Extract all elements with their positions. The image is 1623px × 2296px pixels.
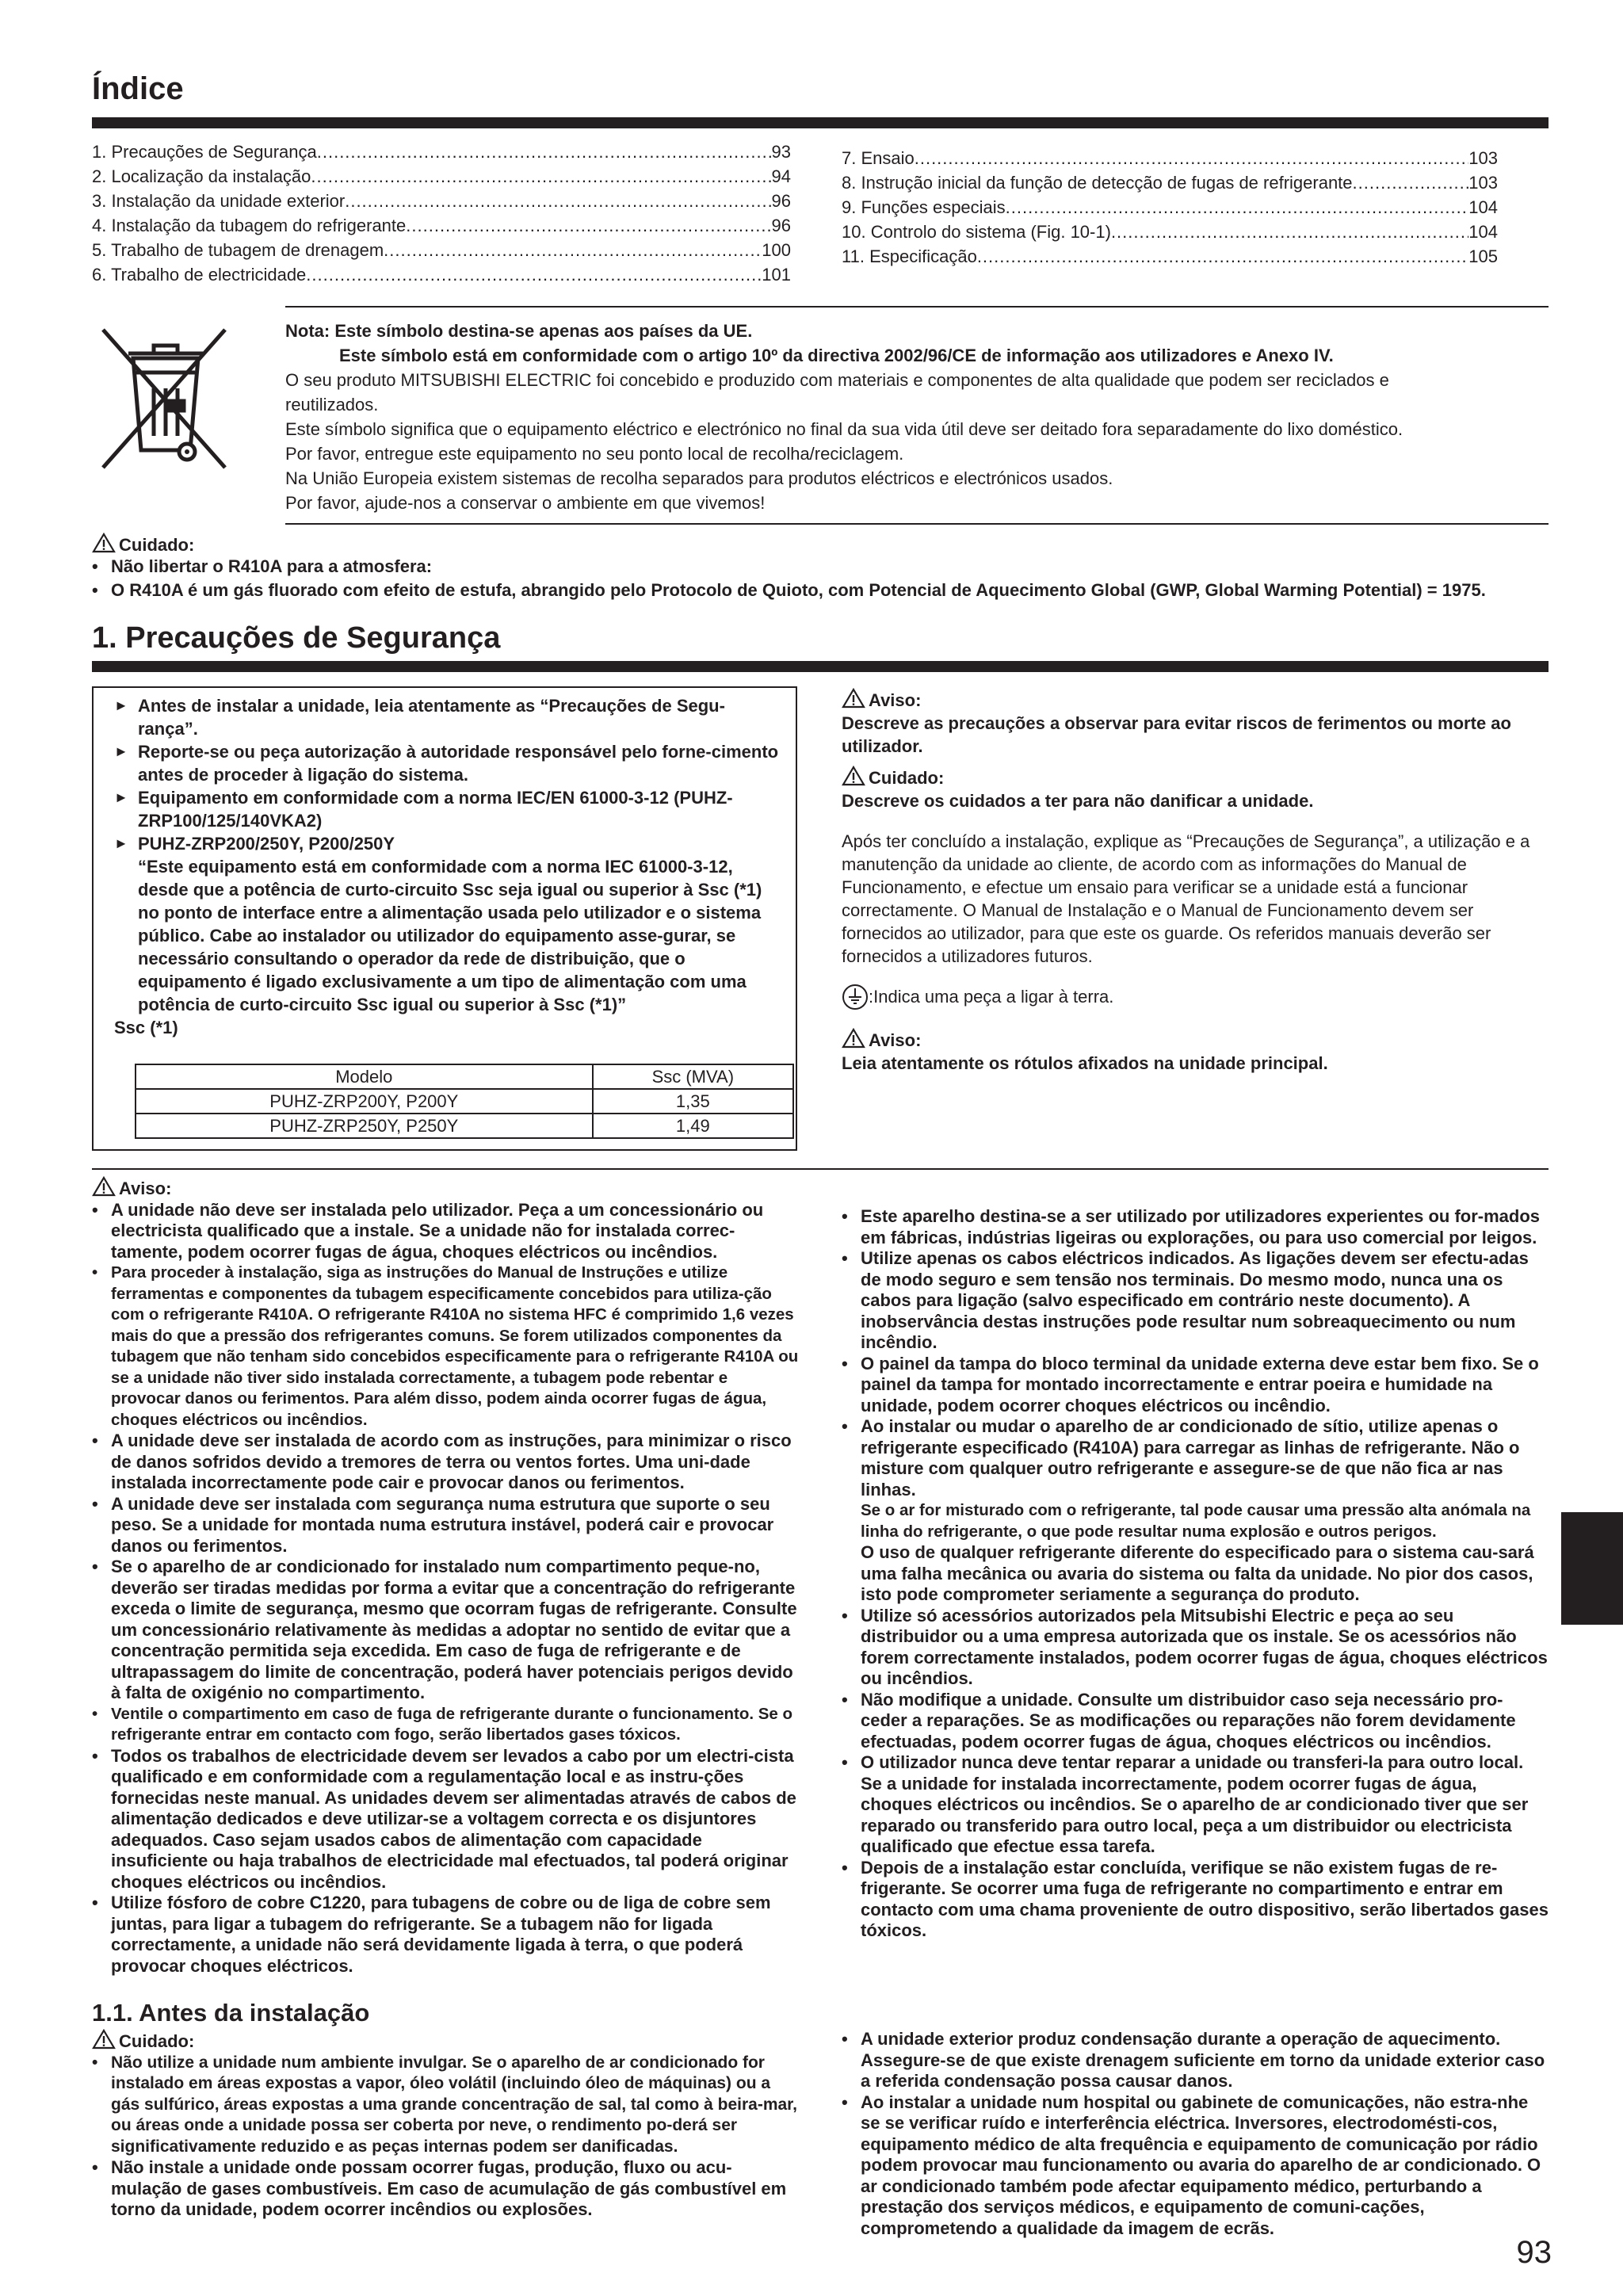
warning-item: • O utilizador nunca deve tentar reparar a unidade ou transferi-la para outro local. Se a unidade for instalada incorrectamente, podem ocorrer fugas de água, choques eléctricos ou incêndios. Se o aparelho de ar condicionado tiver que ser reparado ou transferido para outro local, peça a um distribuidor ou electricista qualificado que efectue essa tarefa.: [842, 1752, 1549, 1858]
toc-entry[interactable]: 11. Especificação ..... 105: [842, 244, 1498, 269]
warning-item: • Se o aparelho de ar condicionado for instalado num compartimento peque-no, deverão ser tiradas medidas por forma a evitar que a concentração do refrigerante exceda o limite de segurança, mesmo que ocorram fugas de refrigerante. Consulte um concessionário relativamente às medidas a adoptar no sentido de evitar que a concentração permitida seja excedida. Em caso de fuga de refrigerante e de ultrapassagem do limite de concentração, poderá haver potenciais perigos devido à falta de oxigénio no compartimento.: [92, 1557, 800, 1704]
ssc-label: Ssc (*1): [114, 1018, 178, 1037]
divider: [92, 1168, 1549, 1170]
box-item: ► Reporte-se ou peça autorização à autoridade responsável pelo forne-cimento antes de proceder à ligação do sistema.: [114, 740, 780, 786]
weee-body-line: O seu produto MITSUBISHI ELECTRIC foi concebido e produzido com materiais e componentes de alta qualidade que podem ser reciclados e: [285, 370, 1389, 390]
caution-r410a: [92, 533, 1549, 604]
table-cell: PUHZ-ZRP250Y, P250Y: [136, 1114, 593, 1138]
caution-item: • Não utilize a unidade num ambiente invulgar. Se o aparelho de ar condicionado for instalado em áreas expostas a vapor, óleo volátil (incluindo óleo de máquinas) ou a gás sulfúrico, áreas expostas a uma grande concentração de sal, tal como à beira-mar, ou áreas onde a unidade possa ser coberta por neve, o rendimento po-derá ser significativamente reduzido e as peças internas podem ser danificadas.: [92, 2053, 800, 2158]
ssc-table: [135, 1064, 794, 1139]
section-tab-marker: [1561, 1512, 1623, 1625]
caution-item: • Não instale a unidade onde possam ocorrer fugas, produção, fluxo ou acu-mulação de gases combustíveis. Em caso de acumulação de gás combustível em torno da unidade, podem ocorrer incêndios ou explosões.: [92, 2157, 800, 2221]
cuidado-heading: Cuidado:: [869, 768, 945, 788]
aviso-text: Descreve as precauções a observar para evitar riscos de ferimentos ou morte ao utilizador.: [842, 713, 1511, 756]
box-item: ► Equipamento em conformidade com a norma IEC/EN 61000-3-12 (PUHZ-ZRP100/125/140VKA2): [114, 786, 780, 832]
warning-item: • Utilize fósforo de cobre C1220, para tubagens de cobre ou de liga de cobre sem juntas, para ligar a tubagem do refrigerante. Se a tubagem não for ligada correctamente, a unidade não será devidamente ligada à terra, o que poderá provocar choques eléctricos.: [92, 1893, 800, 1977]
section11-right: [842, 2029, 1549, 2239]
toc-left: [92, 139, 791, 287]
page-number: 93: [1516, 2235, 1552, 2270]
warnings-left: [92, 1176, 800, 1977]
aviso-heading: Aviso:: [869, 690, 922, 710]
box-quote: “Este equipamento está em conformidade com a norma IEC 61000-3-12, desde que a potência de curto-circuito Ssc seja igual ou superior à Ssc (*1) no ponto de interface entre a alimentação usada pelo utilizador e o sistema público. Cabe ao instalador ou utilizador do equipamento asse-gurar, se necessário consultando o operador da rede de distribuição, que o equipamento é ligado exclusivamente a um tipo de alimentação com uma potência de curto-circuito Ssc igual ou superior à Ssc (*1)”: [138, 857, 762, 1014]
section11-left: [92, 2029, 800, 2221]
warning-item: • Todos os trabalhos de electricidade devem ser levados a cabo por um electri-cista qualificado e em conformidade com a regulamentação local e as instru-ções fornecidas neste manual. As unidades devem ser alimentadas através de cabos de alimentação dedicados e deve utilizar-se a voltagem correcta e os disjuntores adequados. Caso sejam usados cabos de alimentação com capacidade insuficiente ou haja trabalhos de electricidade mal efectuados, tal poderá originar choques eléctricos ou incêndios.: [92, 1746, 800, 1893]
warning-item: • Utilize só acessórios autorizados pela Mitsubishi Electric e peça ao seu distribuidor ou a uma empresa autorizada que os instale. Se os acessórios não forem correctamente instalados, podem ocorrer fugas de água, choques eléctricos ou incêndios.: [842, 1606, 1549, 1690]
toc-entry[interactable]: 9. Funções especiais ..... 104: [842, 195, 1498, 220]
paragraph: Após ter concluído a instalação, explique as “Precauções de Segurança”, a utilização e a manutenção da unidade ao cliente, de acordo com as informações do Manual de Funcionamento, e efectue um ensaio para verificar se a unidade está a funcionar correctamente. O Manual de Instalação e o Manual de Funcionamento devem ser fornecidos ao utilizador, para que este os guarde. Os referidos manuais deverão ser fornecidos a utilizadores futuros.: [842, 831, 1530, 966]
warning-item-text: Ao instalar ou mudar o aparelho de ar condicionado de sítio, utilize apenas o refrigerante especificado (R410A) para carregar as linhas de refrigerante. Não o misture com qualquer outro refrigerante e assegure-se de que não fica ar nas linhas.: [861, 1416, 1520, 1499]
table-header: Modelo: [136, 1064, 593, 1089]
subsection-title: 1.1. Antes da instalação: [92, 1999, 370, 2027]
caution-item: • Ao instalar a unidade num hospital ou gabinete de comunicações, não estra-nhe se se verificar ruído e interferência eléctrica. Inversores, electrodomésti-cos, equipamento médico de alta frequência e equipamento de comunicação por rádio podem provocar mau funcionamento ou avaria do aparelho de ar condicionado. O ar condicionado também pode afectar equipamento médico, perturbando a prestação dos serviços médicos, e equipamento de comuni-cações, comprometendo a qualidade da imagem de ecrãs.: [842, 2092, 1549, 2240]
warning-item: • A unidade deve ser instalada com segurança numa estrutura que suporte o seu peso. Se a unidade for montada numa estrutura instável, poderá cair e provocar danos ou ferimentos.: [92, 1494, 800, 1557]
divider: [285, 523, 1549, 525]
divider: [285, 306, 1549, 308]
warning-item: • Este aparelho destina-se a ser utilizado por utilizadores experientes ou for-mados em fábricas, indústrias ligeiras ou explorações, ou para uso comercial por leigos.: [842, 1206, 1549, 1248]
weee-body-line: Na União Europeia existem sistemas de recolha separados para produtos eléctricos e electrónicos usados.: [285, 468, 1113, 488]
caution-item: • Não libertar o R410A para a atmosfera:: [92, 556, 1549, 578]
warning-triangle-icon: [92, 1176, 116, 1197]
warning-item: • A unidade deve ser instalada de acordo com as instruções, para minimizar o risco de danos sofridos devido a tremores de terra ou ventos fortes. Uma uni-dade instalada incorrectamente pode cair e provocar danos ou ferimentos.: [92, 1431, 800, 1494]
table-row: [136, 1114, 793, 1138]
weee-note-line2: Este símbolo está em conformidade com o artigo 10º da directiva 2002/96/CE de informação aos utilizadores e Anexo IV.: [339, 346, 1334, 365]
toc-entry[interactable]: 2. Localização da instalação ..... 94: [92, 164, 791, 189]
warning-item: • Não modifique a unidade. Consulte um distribuidor caso seja necessário pro-ceder a reparações. Se as modificações ou reparações não forem devidamente efectuadas, podem ocorrer fugas de água, choques eléctricos ou incêndios.: [842, 1690, 1549, 1753]
toc-entry[interactable]: 5. Trabalho de tubagem de drenagem ..... 100: [92, 238, 791, 262]
warning-item: • O painel da tampa do bloco terminal da unidade externa deve estar bem fixo. Se o painel da tampa for montado incorrectamente e entrar poeira e humidade na unidade, podem ocorrer choques eléctricos ou incêndio.: [842, 1354, 1549, 1417]
weee-body-line: reutilizados.: [285, 395, 379, 415]
warning-item-extra: Se o ar for misturado com o refrigerante, tal pode causar uma pressão alta anómala na linha do refrigerante, o que pode resultar numa explosão e outros perigos.: [861, 1501, 1531, 1541]
caution-heading: Cuidado:: [119, 2031, 195, 2051]
toc-right: [842, 146, 1498, 269]
cuidado-text: Descreve os cuidados a ter para não danificar a unidade.: [842, 791, 1314, 811]
ssc-info-box: [92, 686, 797, 1151]
toc-entry[interactable]: 7. Ensaio ..... 103: [842, 146, 1498, 170]
weee-note: [285, 319, 1549, 515]
warning-item-extra: O uso de qualquer refrigerante diferente do especificado para o sistema cau-sará uma falha mecânica ou avaria do sistema ou falta da unidade. No pior dos casos, isto pode comprometer seriamente a segurança do produto.: [861, 1542, 1534, 1604]
box-item: ► Antes de instalar a unidade, leia atentamente as “Precauções de Segu-rança”.: [114, 694, 780, 740]
caution-item: • O R410A é um gás fluorado com efeito de estufa, abrangido pelo Protocolo de Quioto, com Potencial de Aquecimento Global (GWP, Global Warming Potential) = 1975.: [92, 577, 1549, 604]
section-title: 1. Precauções de Segurança: [92, 621, 501, 655]
toc-entry[interactable]: 10. Controlo do sistema (Fig. 10-1) ..... 104: [842, 220, 1498, 244]
aviso2-heading: Aviso:: [869, 1030, 922, 1050]
weee-note-line1: Nota: Este símbolo destina-se apenas aos países da UE.: [285, 321, 753, 341]
crossed-out-wheeled-bin-icon: [98, 325, 233, 476]
warning-triangle-icon: [842, 688, 865, 709]
table-header: Ssc (MVA): [593, 1064, 793, 1089]
aviso2-text: Leia atentamente os rótulos afixados na unidade principal.: [842, 1053, 1328, 1073]
table-row: [136, 1089, 793, 1114]
warning-item: • Depois de a instalação estar concluída, verifique se não existem fugas de re-frigerante. Se ocorrer uma fuga de refrigerante no compartimento e entrar em contacto com uma chama proveniente de outro dispositivo, serão libertados gases tóxicos.: [842, 1858, 1549, 1942]
toc-entry[interactable]: 1. Precauções de Segurança ..... 93: [92, 139, 791, 164]
weee-body-line: Por favor, ajude-nos a conservar o ambiente em que vivemos!: [285, 493, 766, 513]
table-cell: 1,35: [593, 1089, 793, 1114]
section1-right: [842, 688, 1549, 1075]
table-cell: PUHZ-ZRP200Y, P200Y: [136, 1089, 593, 1114]
warning-item: • Para proceder à instalação, siga as instruções do Manual de Instruções e utilize ferramentas e componentes da tubagem especificamente concebidos para utiliza-ção com o refrigerante R410A. O refrigerante R410A no sistema HFC é comprimido 1,6 vezes mais do que a pressão dos refrigerantes comuns. Se forem utilizados componentes da tubagem que não tenham sido concebidos especificamente para o refrigerante R410A ou se a unidade não tiver sido instalada correctamente, a tubagem pode rebentar e provocar danos ou ferimentos. Para além disso, podem ainda ocorrer fugas de água, choques eléctricos ou incêndios.: [92, 1263, 800, 1431]
warning-triangle-icon: [92, 2029, 116, 2050]
toc-entry[interactable]: 6. Trabalho de electricidade ..... 101: [92, 262, 791, 287]
weee-body-line: Este símbolo significa que o equipamento eléctrico e electrónico no final da sua vida útil deve ser deitado fora separadamente do lixo doméstico.: [285, 419, 1403, 439]
warning-triangle-icon: [92, 533, 116, 553]
warning-triangle-icon: [842, 766, 865, 786]
warning-triangle-icon: [842, 1028, 865, 1049]
warning-item: • A unidade não deve ser instalada pelo utilizador. Peça a um concessionário ou electricista qualificado que a instale. Se a unidade não for instalada correc-tamente, podem ocorrer fugas de água, choques eléctricos ou incêndios.: [92, 1200, 800, 1263]
box-item: ► PUHZ-ZRP200/250Y, P200/250Y: [114, 832, 780, 855]
warnings-right: [842, 1206, 1549, 1942]
earth-text: :Indica uma peça a ligar à terra.: [869, 987, 1114, 1007]
section-rule: [92, 661, 1549, 672]
caution-item: • A unidade exterior produz condensação durante a operação de aquecimento. Assegure-se de que existe drenagem suficiente em torno da unidade exterior caso a referida condensação possa causar danos.: [842, 2029, 1549, 2092]
warning-item: • Utilize apenas os cabos eléctricos indicados. As ligações devem ser efectu-adas de modo seguro e sem tensão nos terminais. Do mesmo modo, nunca una os cabos para ligação (salvo especificado em contrário neste documento). A inobservância destas instruções pode resultar num sobreaquecimento ou num incêndio.: [842, 1248, 1549, 1354]
warning-item: • Ventile o compartimento em caso de fuga de refrigerante durante o funcionamento. Se o refrigerante entrar em contacto com fogo, serão libertados gases tóxicos.: [92, 1704, 800, 1746]
caution-heading: Cuidado:: [119, 535, 195, 555]
weee-body-line: Por favor, entregue este equipamento no seu ponto local de recolha/reciclagem.: [285, 444, 904, 464]
toc-entry[interactable]: 3. Instalação da unidade exterior ..... 96: [92, 189, 791, 213]
toc-entry[interactable]: 8. Instrução inicial da função de detecção de fugas de refrigerante ..... 103: [842, 170, 1498, 195]
title-rule: [92, 117, 1549, 128]
page-title: Índice: [92, 71, 184, 106]
toc-entry[interactable]: 4. Instalação da tubagem do refrigerante ..... 96: [92, 213, 791, 238]
warning-item: [842, 1416, 1549, 1606]
table-cell: 1,49: [593, 1114, 793, 1138]
earth-ground-icon: [842, 984, 869, 1010]
warnings-heading: Aviso:: [119, 1179, 172, 1198]
